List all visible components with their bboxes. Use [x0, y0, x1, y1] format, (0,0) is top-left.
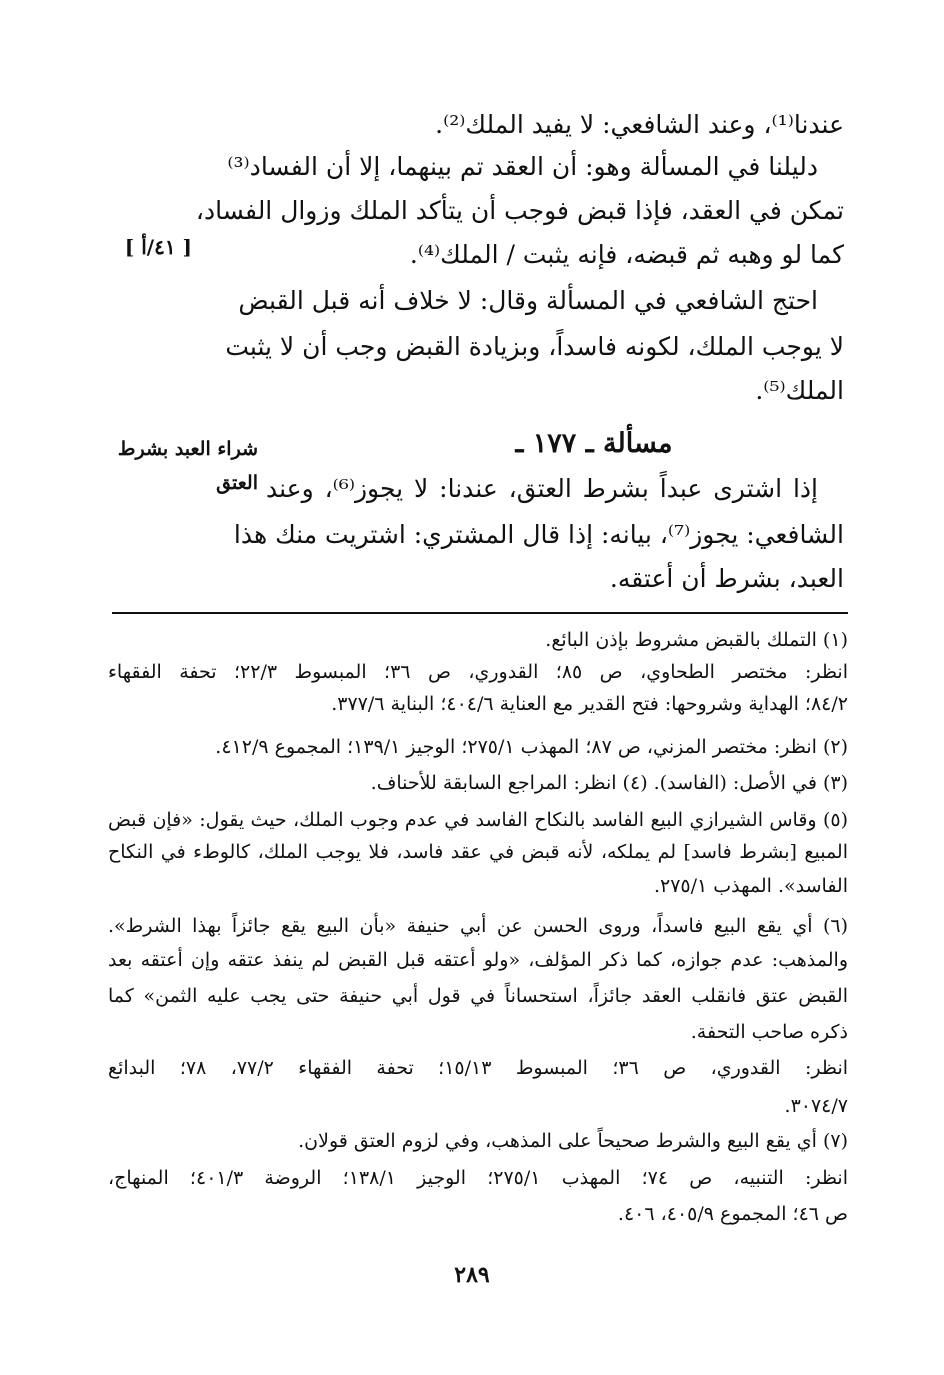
footnote-line: ذكره صاحب التحفة.: [690, 1021, 848, 1043]
text-line: الشافعي: يجوز⁽⁷⁾، بيانه: إذا قال المشتري: اشتريت منك هذا: [233, 520, 844, 549]
footnote-line: (٥) وقاس الشيرازي البيع الفاسد بالنكاح الفاسد في عدم وجوب الملك، حيث يقول: «فإن قبض: [108, 809, 848, 831]
footnote-line: (١) التملك بالقبض مشروط بإذن البائع.: [545, 629, 848, 651]
margin-title-line: شراء العبد بشرط: [117, 438, 258, 460]
text-line: تمكن في العقد، فإذا قبض فوجب أن يتأكد الملك وزوال الفساد،: [195, 196, 844, 225]
folio-marker: [ ٤١/أ ]: [124, 235, 192, 259]
footnote-line: الفاسد». المهذب ٢٧٥/١.: [653, 875, 848, 897]
text-line: الملك⁽⁵⁾.: [755, 376, 844, 405]
text-line: العبد، بشرط أن أعتقه.: [609, 564, 844, 593]
text-line: كما لو وهبه ثم قبضه، فإنه يثبت / الملك⁽⁴⁾.: [409, 240, 844, 269]
page-number: ٢٨٩: [454, 1262, 490, 1288]
footnote-line: ٣٠٧٤/٧.: [784, 1095, 848, 1117]
margin-title: [108, 436, 258, 496]
footnote-line: والمذهب: عدم جوازه، كما ذكر المؤلف، «ولو أعتقه قبل القبض لم ينفذ عتقه وإن أعتقه بعد: [108, 949, 848, 971]
section-heading: مسألة ـ ١٧٧ ـ: [515, 428, 673, 459]
footnote-line: القبض عتق فانقلب العقد جائزاً، استحساناً في قول أبي حنيفة حتى يجب عليه الثمن» كما: [108, 985, 848, 1007]
text-line: إذا اشترى عبداً بشرط العتق، عندنا: لا يجوز⁽⁶⁾، وعند: [266, 474, 818, 503]
text-line: دليلنا في المسألة وهو: أن العقد تم بينهما، إلا أن الفساد⁽³⁾: [227, 152, 818, 181]
footnote-line: المبيع [بشرط فاسد] لم يملكه، لأنه قبض في عقد فاسد، فلا يوجب الملك، كالوطء في النكاح: [108, 841, 848, 863]
footnote-line: انظر: مختصر الطحاوي، ص ٨٥؛ القدوري، ص ٣٦؛ المبسوط ٢٢/٣؛ تحفة الفقهاء: [108, 661, 848, 683]
footnote-line: (٢) انظر: مختصر المزني، ص ٨٧؛ المهذب ٢٧٥/١؛ الوجيز ١٣٩/١؛ المجموع ٤١٢/٩.: [215, 736, 848, 758]
margin-title-line: العتق: [216, 472, 258, 494]
footnote-line: ص ٤٦؛ المجموع ٤٠٥/٩، ٤٠٦.: [617, 1203, 848, 1225]
footnote-line: انظر: القدوري، ص ٣٦؛ المبسوط ١٥/١٣؛ تحفة الفقهاء ٧٧/٢، ٧٨؛ البدائع: [108, 1057, 849, 1079]
footnote-line: (٧) أي يقع البيع والشرط صحيحاً على المذهب، وفي لزوم العتق قولان.: [298, 1130, 848, 1152]
text-line: احتج الشافعي في المسألة وقال: لا خلاف أنه قبل القبض: [238, 286, 818, 315]
footnote-line: (٦) أي يقع البيع فاسداً، وروى الحسن عن أبي حنيفة «بأن البيع يقع جائزاً بهذا الشرط».: [108, 915, 848, 937]
footnote-line: ٨٤/٢؛ الهداية وشروحها: فتح القدير مع العناية ٤٠٤/٦؛ البناية ٣٧٧/٦.: [331, 693, 848, 715]
footnote-line: (٣) في الأصل: (الفاسد). (٤) انظر: المراجع السابقة للأحناف.: [370, 772, 848, 794]
text-line: لا يوجب الملك، لكونه فاسداً، وبزيادة القبض وجب أن لا يثبت: [225, 332, 844, 361]
footnote-divider: [112, 612, 848, 614]
text-line: عندنا⁽¹⁾، وعند الشافعي: لا يفيد الملك⁽²⁾.: [435, 110, 844, 139]
footnote-line: انظر: التنبيه، ص ٧٤؛ المهذب ٢٧٥/١؛ الوجيز ١٣٨/١؛ الروضة ٤٠١/٣؛ المنهاج،: [108, 1167, 848, 1189]
